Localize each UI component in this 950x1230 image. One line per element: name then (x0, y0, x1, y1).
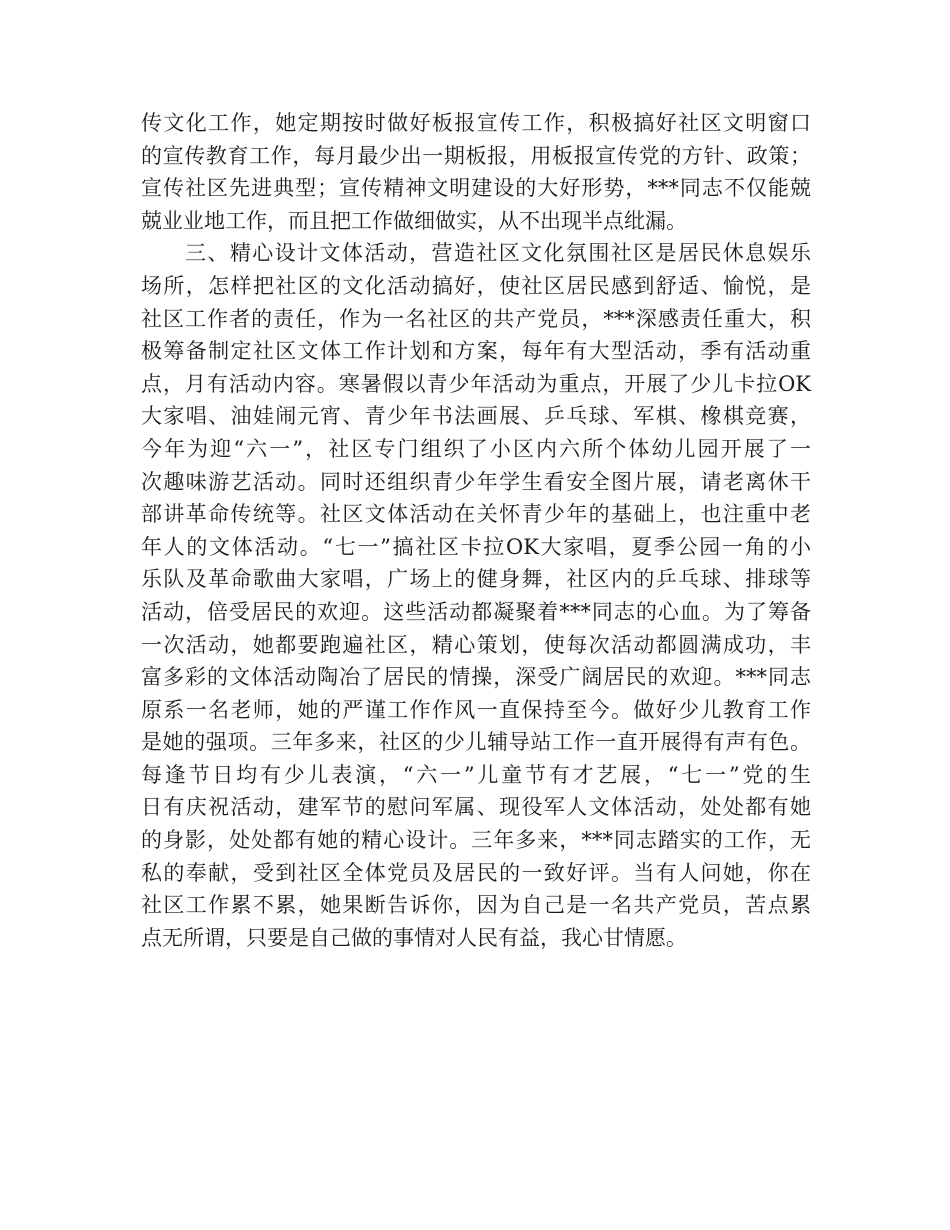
text-line: 社区工作者的责任，作为一名社区的共产党员，***深感责任重大，积 (141, 306, 811, 331)
text-line: 年人的文体活动。“七一”搞社区卡拉OK大家唱，夏季公园一角的小 (141, 534, 811, 559)
text-line: 部讲革命传统等。社区文体活动在关怀青少年的基础上，也注重中老 (141, 502, 811, 527)
text-line: 点无所谓，只要是自己做的事情对人民有益，我心甘情愿。 (141, 925, 687, 950)
text-line: 是她的强项。三年多来，社区的少儿辅导站工作一直开展得有声有色。 (141, 730, 811, 755)
text-line: 宣传社区先进典型；宣传精神文明建设的大好形势，***同志不仅能兢 (141, 176, 811, 201)
text-line: 日有庆祝活动，建军节的慰问军属、现役军人文体活动，处处都有她 (141, 795, 811, 820)
text-line: 今年为迎“六一”，社区专门组织了小区内六所个体幼儿园开展了一 (141, 436, 811, 461)
text-line: 的宣传教育工作，每月最少出一期板报，用板报宣传党的方针、政策； (141, 143, 811, 168)
text-line: 次趣味游艺活动。同时还组织青少年学生看安全图片展，请老离休干 (141, 469, 811, 494)
text-line: 三、精心设计文体活动，营造社区文化氛围社区是居民休息娱乐 (185, 241, 811, 266)
text-line: 兢业业地工作，而且把工作做细做实，从不出现半点纰漏。 (141, 208, 687, 233)
text-line: 乐队及革命歌曲大家唱，广场上的健身舞，社区内的乒乓球、排球等 (141, 567, 811, 592)
text-line: 极筹备制定社区文体工作计划和方案，每年有大型活动，季有活动重 (141, 339, 811, 364)
text-line: 的身影，处处都有她的精心设计。三年多来，***同志踏实的工作，无 (141, 828, 811, 853)
text-line: 原系一名老师，她的严谨工作作风一直保持至今。做好少儿教育工作 (141, 697, 811, 722)
text-line: 场所，怎样把社区的文化活动搞好，使社区居民感到舒适、愉悦，是 (141, 273, 811, 298)
text-line: 点，月有活动内容。寒暑假以青少年活动为重点，开展了少儿卡拉OK (141, 371, 811, 396)
text-line: 传文化工作，她定期按时做好板报宣传工作，积极搞好社区文明窗口 (141, 111, 811, 135)
text-line: 每逢节日均有少儿表演，“六一”儿童节有才艺展，“七一”党的生 (141, 762, 811, 787)
text-line: 社区工作累不累，她果断告诉你，因为自己是一名共产党员，苦点累 (141, 893, 811, 918)
text-line: 一次活动，她都要跑遍社区，精心策划，使每次活动都圆满成功，丰 (141, 632, 811, 657)
text-line: 富多彩的文体活动陶冶了居民的情操，深受广阔居民的欢迎。***同志 (141, 665, 811, 690)
text-line: 大家唱、油娃闹元宵、青少年书法画展、乒乓球、军棋、橡棋竞赛， (141, 404, 811, 429)
body-text (141, 107, 811, 954)
text-line: 私的奉献，受到社区全体党员及居民的一致好评。当有人问她，你在 (141, 860, 811, 885)
text-line: 活动，倍受居民的欢迎。这些活动都凝聚着***同志的心血。为了筹备 (141, 599, 811, 624)
